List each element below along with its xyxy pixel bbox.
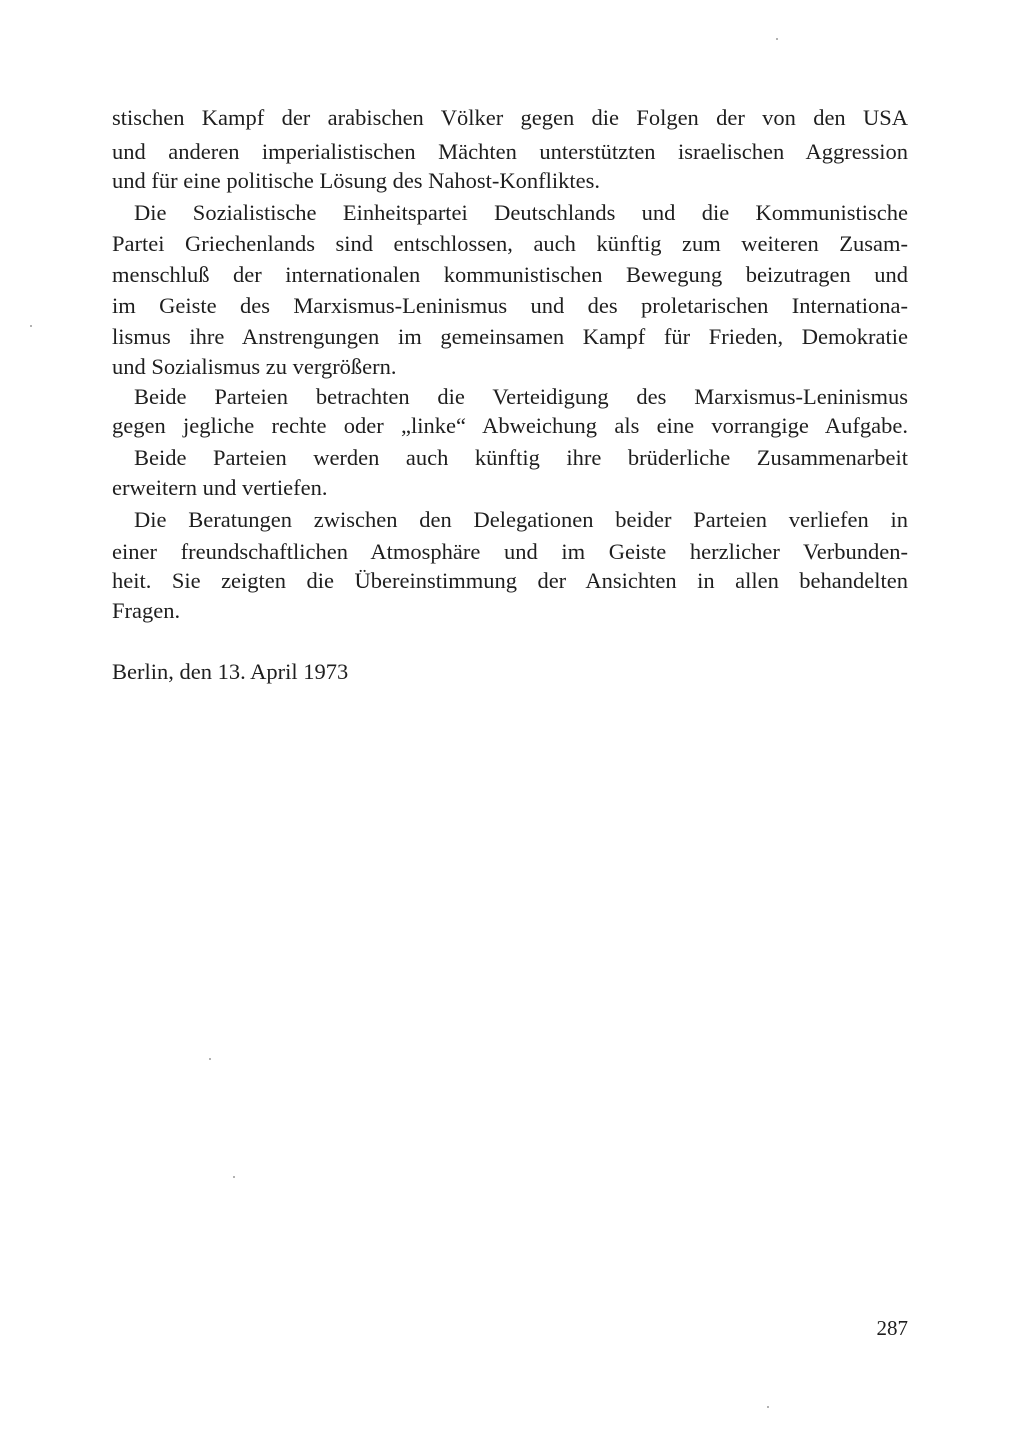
scan-speck bbox=[233, 1176, 235, 1178]
text-line: lismus ihre Anstrengungen im gemeinsamen Kampf für Frieden, Demokratie bbox=[112, 324, 908, 349]
text-line: und Sozialismus zu vergrößern. bbox=[112, 354, 397, 379]
scan-speck bbox=[767, 1406, 769, 1408]
scan-speck bbox=[209, 1058, 211, 1060]
scan-speck bbox=[30, 325, 32, 327]
text-line: stischen Kampf der arabischen Völker gegen die Folgen der von den USA bbox=[112, 105, 908, 130]
text-line: Beide Parteien betrachten die Verteidigung des Marxismus-Leninismus bbox=[134, 384, 908, 409]
text-line: menschluß der internationalen kommunistischen Bewegung beizutragen und bbox=[112, 262, 908, 287]
page-number: 287 bbox=[876, 1316, 908, 1340]
text-line: im Geiste des Marxismus-Leninismus und des proletarischen Internationa- bbox=[112, 293, 908, 318]
text-line: und anderen imperialistischen Mächten unterstützten israelischen Aggression bbox=[112, 139, 908, 164]
text-line: Partei Griechenlands sind entschlossen, auch künftig zum weiteren Zusam- bbox=[112, 231, 908, 256]
scan-speck bbox=[776, 38, 778, 40]
text-line: einer freundschaftlichen Atmosphäre und im Geiste herzlicher Verbunden- bbox=[112, 539, 908, 564]
text-line: und für eine politische Lösung des Nahost-Konfliktes. bbox=[112, 168, 601, 193]
text-line: Beide Parteien werden auch künftig ihre brüderliche Zusammenarbeit bbox=[134, 445, 908, 470]
signature-date-line: Berlin, den 13. April 1973 bbox=[112, 659, 349, 684]
text-line: Die Sozialistische Einheitspartei Deutschlands und die Kommunistische bbox=[134, 200, 908, 225]
text-line: gegen jegliche rechte oder „linke“ Abweichung als eine vorrangige Aufgabe. bbox=[112, 413, 908, 438]
text-line: Die Beratungen zwischen den Delegationen beider Parteien verliefen in bbox=[134, 507, 908, 532]
text-line: Fragen. bbox=[112, 598, 181, 623]
text-line: erweitern und vertiefen. bbox=[112, 475, 328, 500]
text-line: heit. Sie zeigten die Übereinstimmung der Ansichten in allen behandelten bbox=[112, 568, 908, 593]
